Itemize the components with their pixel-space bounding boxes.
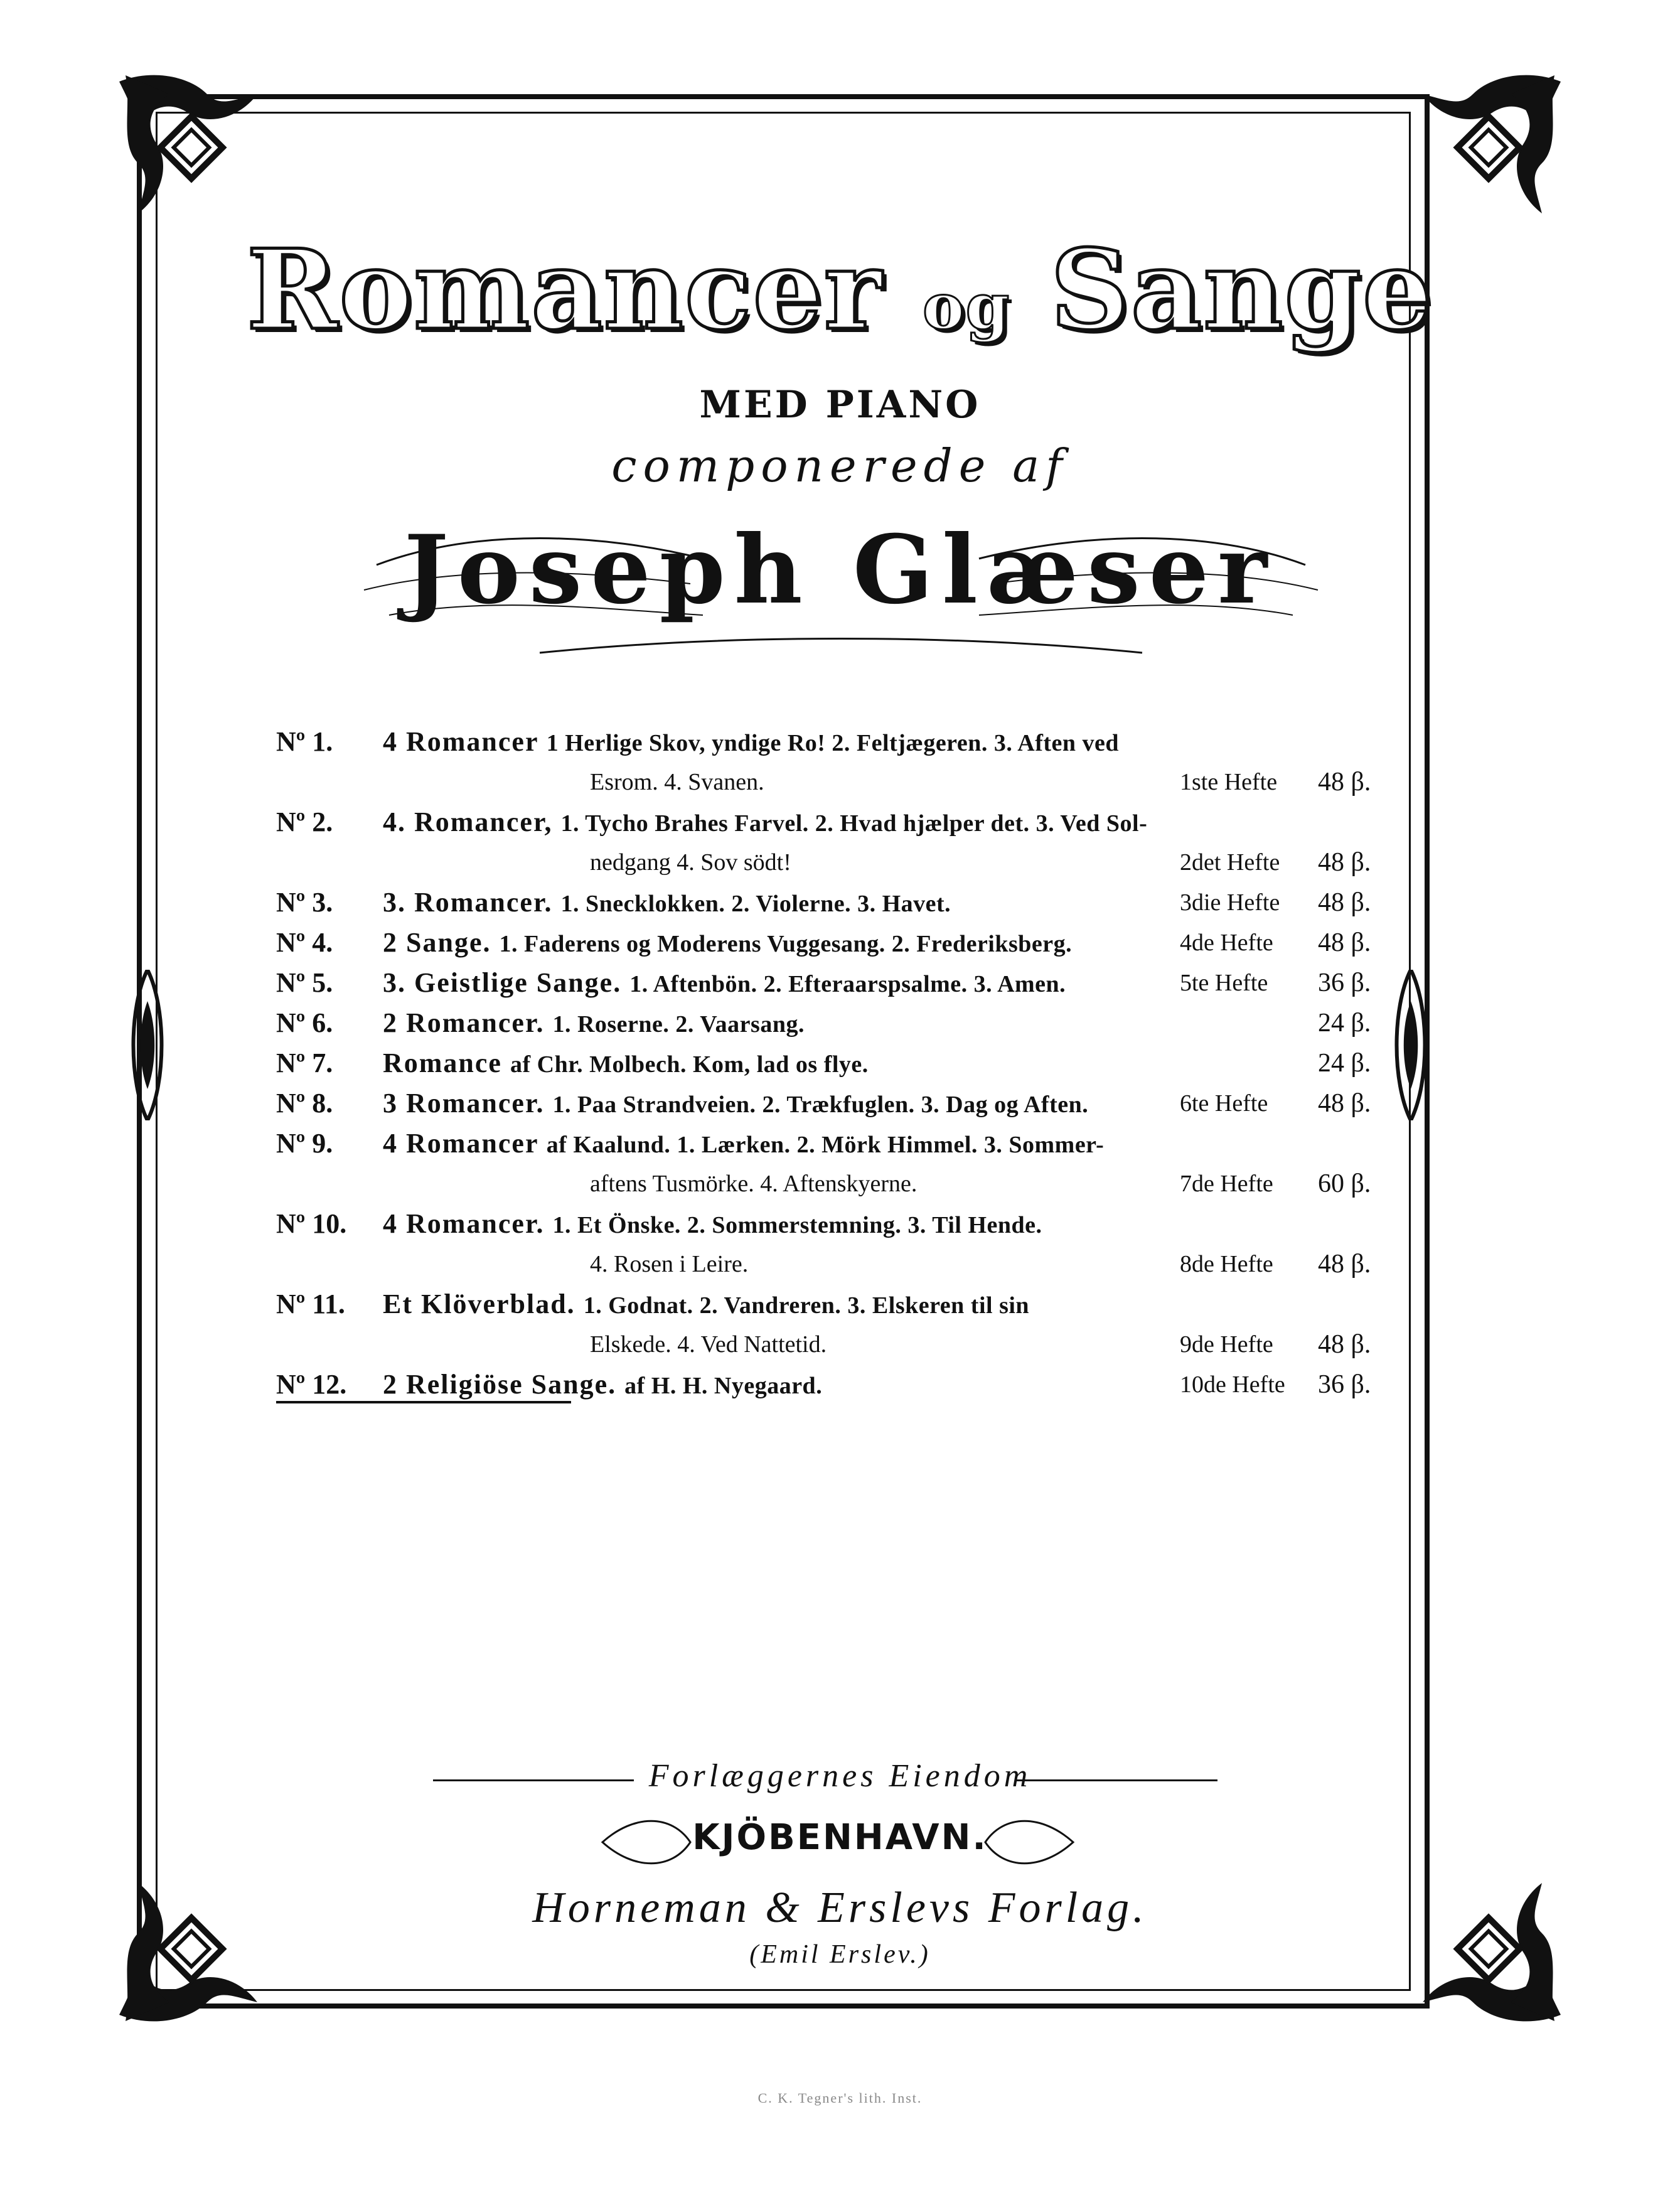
work-number: Nº 12. — [276, 1369, 347, 1400]
work-volume: 6te Hefte — [1180, 1090, 1268, 1117]
title-part-sange: Sange — [1010, 226, 1434, 355]
work-entry — [276, 1204, 1406, 1244]
work-entry — [276, 802, 1406, 842]
work-volume: 9de Hefte — [1180, 1331, 1273, 1358]
work-description-continued: Esrom. 4. Svanen. — [590, 769, 764, 795]
last-entry-underline — [276, 1401, 571, 1403]
corner-ornament-top-right — [1410, 69, 1567, 226]
work-line — [383, 1003, 805, 1044]
work-entry-continuation — [276, 1324, 1406, 1365]
work-description: af Kaalund. 1. Lærken. 2. Mörk Himmel. 3. Sommer- — [546, 1132, 1105, 1158]
printer-credit: C. K. Tegner's lith. Inst. — [757, 2090, 923, 2106]
work-description-continued: 4. Rosen i Leire. — [590, 1251, 749, 1277]
work-number: Nº 5. — [276, 967, 333, 998]
work-price: 48 β. — [1318, 1330, 1371, 1359]
work-line — [383, 1365, 822, 1406]
main-title — [0, 226, 1680, 355]
work-price: 48 β. — [1318, 768, 1371, 797]
works-list — [276, 722, 1406, 1405]
work-group: 3. Geistlige Sange. — [383, 967, 622, 998]
work-description: af H. H. Nyegaard. — [624, 1373, 823, 1399]
work-number: Nº 3. — [276, 887, 333, 918]
work-price: 24 β. — [1318, 1049, 1371, 1078]
work-description: 1. Paa Strandveien. 2. Trækfuglen. 3. Dag og Aften. — [552, 1092, 1089, 1118]
work-price: 48 β. — [1318, 1089, 1371, 1118]
work-volume: 7de Hefte — [1180, 1171, 1273, 1197]
work-entry-continuation — [276, 842, 1406, 882]
work-line — [383, 1204, 1042, 1245]
work-line — [383, 923, 1072, 964]
work-entry — [276, 1124, 1406, 1164]
work-entry — [276, 882, 1406, 923]
work-number: Nº 1. — [276, 726, 333, 757]
work-volume: 5te Hefte — [1180, 970, 1268, 996]
work-number: Nº 2. — [276, 807, 333, 837]
work-price: 48 β. — [1318, 848, 1371, 877]
composed-by-line: componerede af — [611, 439, 1069, 492]
work-price: 48 β. — [1318, 888, 1371, 917]
work-number: Nº 7. — [276, 1048, 333, 1078]
work-group: 4 Romancer — [383, 1128, 538, 1159]
work-number: Nº 6. — [276, 1007, 333, 1038]
work-line — [383, 963, 1066, 1004]
work-price: 48 β. — [1318, 928, 1371, 957]
publisher-subname: (Emil Erslev.) — [749, 1940, 931, 1969]
work-number: Nº 4. — [276, 927, 333, 958]
subtitle: MED PIANO — [699, 383, 981, 427]
work-price: 48 β. — [1318, 1250, 1371, 1279]
work-group: 4 Romancer — [383, 726, 538, 757]
work-entry — [276, 923, 1406, 963]
work-description-continued: Elskede. 4. Ved Nattetid. — [590, 1331, 827, 1358]
work-entry — [276, 1365, 1406, 1405]
work-price: 36 β. — [1318, 1370, 1371, 1399]
work-volume: 10de Hefte — [1180, 1371, 1285, 1398]
publisher-name: Horneman & Erslevs Forlag. — [532, 1884, 1148, 1932]
work-description-continued: nedgang 4. Sov södt! — [590, 849, 791, 876]
work-description: 1. Godnat. 2. Vandreren. 3. Elskeren til sin — [583, 1292, 1030, 1319]
work-price: 24 β. — [1318, 1009, 1371, 1038]
work-description: 1. Snecklokken. 2. Violerne. 3. Havet. — [560, 891, 951, 917]
work-group: Et Klöverblad. — [383, 1289, 575, 1319]
work-description: 1. Tycho Brahes Farvel. 2. Hvad hjælper det. 3. Ved Sol- — [560, 810, 1148, 837]
work-group: 4 Romancer. — [383, 1208, 545, 1239]
work-entry-continuation — [276, 1164, 1406, 1204]
work-group: Romance — [383, 1048, 502, 1078]
corner-ornament-top-left — [113, 69, 270, 226]
work-volume: 2det Hefte — [1180, 849, 1280, 876]
work-number: Nº 8. — [276, 1088, 333, 1118]
title-part-og: og — [922, 269, 1011, 343]
title-part-romancer: Romancer — [246, 226, 923, 355]
work-volume: 8de Hefte — [1180, 1251, 1273, 1277]
work-volume: 3die Hefte — [1180, 889, 1280, 916]
work-number: Nº 10. — [276, 1208, 347, 1239]
work-entry — [276, 1284, 1406, 1324]
composer-name: Joseph Glæser — [404, 515, 1276, 625]
work-group: 3 Romancer. — [383, 1088, 545, 1118]
work-group: 3. Romancer. — [383, 887, 553, 918]
publisher-property-note: Forlæggernes Eiendom — [648, 1758, 1032, 1794]
side-ornament-left — [129, 970, 166, 1120]
work-line — [383, 1083, 1088, 1125]
work-line — [383, 882, 951, 924]
work-entry — [276, 1043, 1406, 1083]
work-price: 36 β. — [1318, 968, 1371, 997]
work-description: 1. Et Önske. 2. Sommerstemning. 3. Til Hende. — [552, 1212, 1042, 1238]
work-line — [383, 1043, 869, 1085]
work-line — [383, 722, 1119, 763]
work-group: 4. Romancer, — [383, 807, 553, 837]
work-line — [383, 1124, 1104, 1165]
work-price: 60 β. — [1318, 1169, 1371, 1198]
work-number: Nº 11. — [276, 1289, 345, 1319]
work-entry — [276, 1003, 1406, 1043]
work-entry-continuation — [276, 1244, 1406, 1284]
work-description: af Chr. Molbech. Kom, lad os flye. — [510, 1051, 869, 1078]
work-group: 2 Sange. — [383, 927, 491, 958]
work-description-continued: aftens Tusmörke. 4. Aftenskyerne. — [590, 1171, 918, 1197]
work-description: 1. Aftenbön. 2. Efteraarspsalme. 3. Amen. — [629, 971, 1066, 997]
work-description: 1. Faderens og Moderens Vuggesang. 2. Frederiksberg. — [499, 931, 1073, 957]
work-entry — [276, 722, 1406, 762]
work-group: 2 Romancer. — [383, 1007, 545, 1038]
work-entry-continuation — [276, 762, 1406, 802]
work-group: 2 Religiöse Sange. — [383, 1369, 617, 1400]
work-line — [383, 1284, 1029, 1326]
work-description: 1. Roserne. 2. Vaarsang. — [552, 1011, 805, 1038]
work-entry — [276, 963, 1406, 1003]
work-volume: 1ste Hefte — [1180, 769, 1278, 795]
work-line — [383, 802, 1147, 844]
work-volume: 4de Hefte — [1180, 930, 1273, 956]
work-number: Nº 9. — [276, 1128, 333, 1159]
work-entry — [276, 1083, 1406, 1124]
city-name: KJÖBENHAVN. — [692, 1817, 988, 1858]
work-description: 1 Herlige Skov, yndige Ro! 2. Feltjægeren. 3. Aften ved — [546, 730, 1120, 756]
